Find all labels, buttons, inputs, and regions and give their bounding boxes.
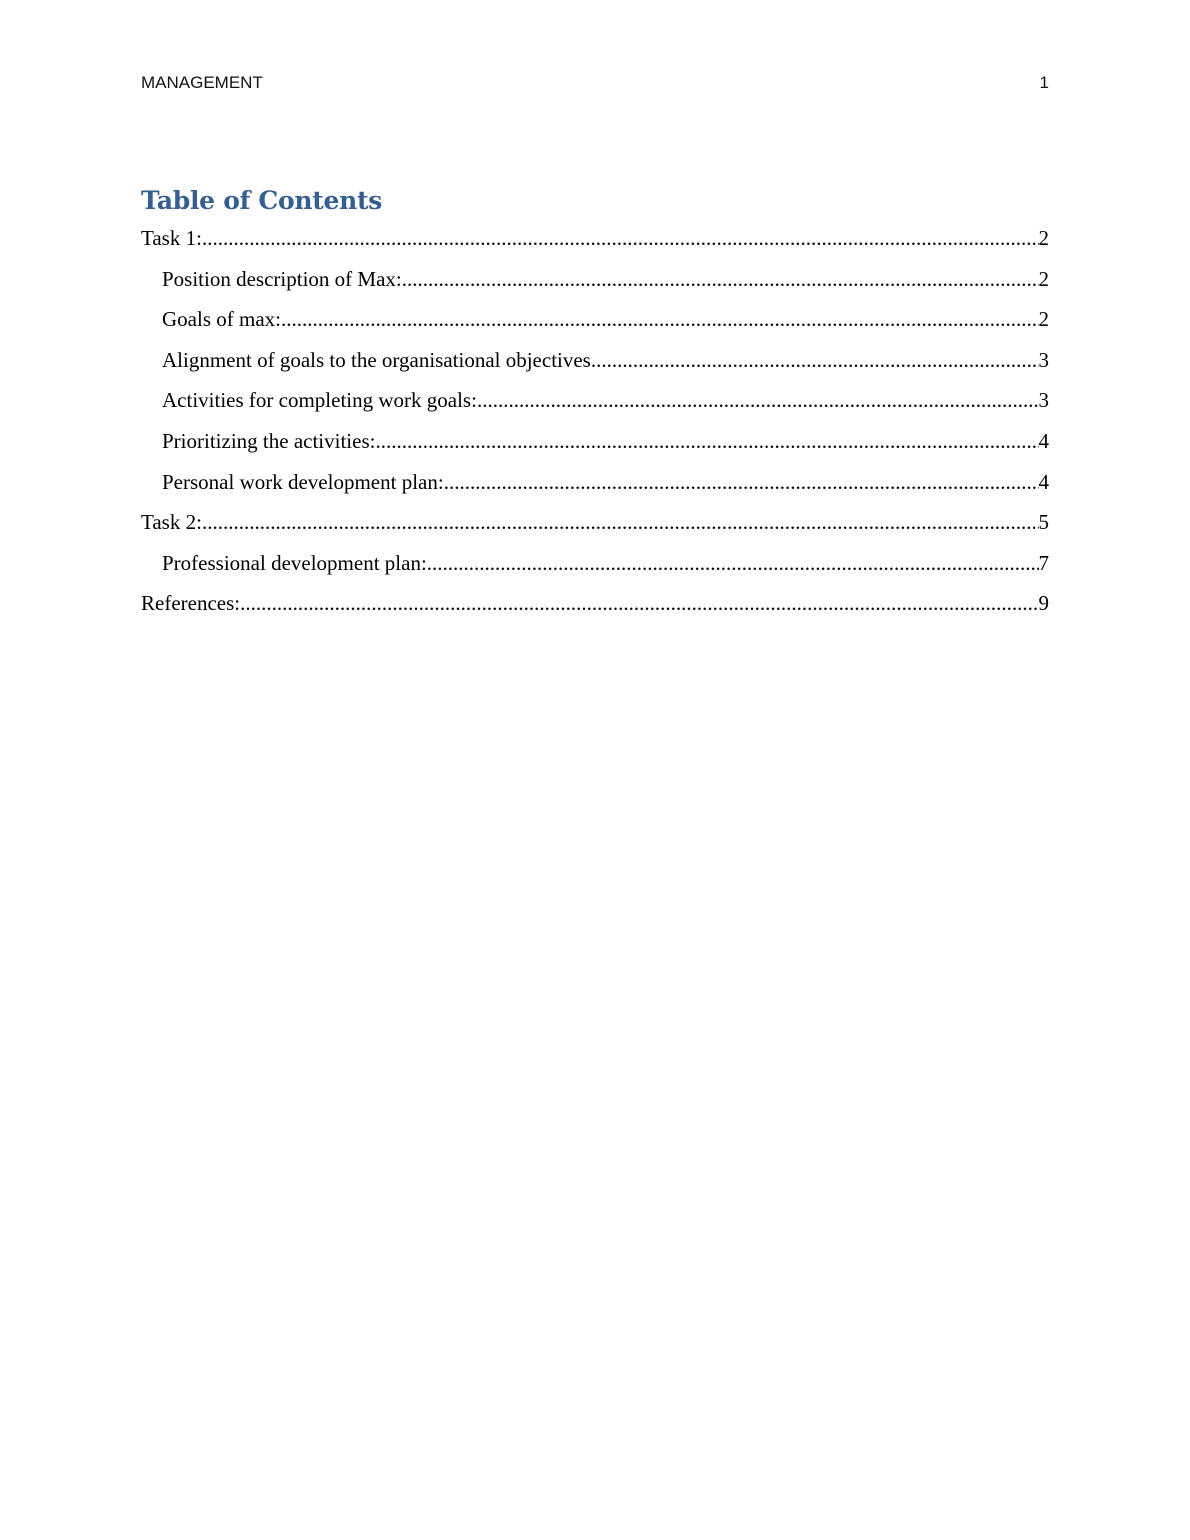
toc-entry-position-description[interactable]	[141, 265, 1049, 306]
toc-entry-page: 5	[1038, 510, 1049, 535]
toc-entry-page: 3	[1038, 347, 1049, 372]
toc-entry-task-2[interactable]	[141, 508, 1049, 549]
toc-entry-label: Prioritizing the activities:	[162, 428, 376, 453]
toc-entry-label: Professional development plan:	[162, 550, 427, 575]
toc-entry-label: Goals of max:	[162, 307, 281, 332]
running-head: MANAGEMENT	[141, 73, 263, 92]
page-number: 1	[1039, 73, 1049, 92]
toc-entry-prioritizing[interactable]	[141, 427, 1049, 468]
toc-entry-label: Alignment of goals to the organisational objectives	[162, 347, 591, 372]
toc-list	[141, 224, 1049, 630]
toc-entry-task-1[interactable]	[141, 224, 1049, 265]
toc-dot-leader	[444, 468, 1039, 496]
toc-entry-alignment-of-goals[interactable]	[141, 346, 1049, 387]
toc-dot-leader	[375, 427, 1038, 455]
toc-entry-label: References:	[141, 591, 241, 616]
toc-entry-label: Activities for completing work goals:	[162, 388, 477, 413]
toc-dot-leader	[591, 346, 1039, 374]
toc-entry-page: 4	[1038, 428, 1049, 453]
page-header	[141, 73, 1049, 95]
toc-entry-professional-plan[interactable]	[141, 549, 1049, 590]
toc-entry-references[interactable]	[141, 589, 1049, 630]
toc-entry-page: 9	[1038, 591, 1049, 616]
toc-entry-label: Personal work development plan:	[162, 469, 444, 494]
toc-entry-page: 7	[1038, 550, 1049, 575]
toc-dot-leader	[427, 549, 1039, 577]
toc-entry-page: 3	[1038, 388, 1049, 413]
toc-entry-personal-work-plan[interactable]	[141, 468, 1049, 509]
toc-dot-leader	[477, 386, 1039, 414]
toc-entry-page: 2	[1038, 226, 1049, 250]
toc-dot-leader	[202, 224, 1039, 252]
toc-entry-label: Task 2:	[141, 510, 202, 535]
toc-dot-leader	[202, 508, 1039, 536]
toc-entry-page: 2	[1038, 266, 1049, 291]
toc-dot-leader	[402, 265, 1039, 293]
toc-entry-activities[interactable]	[141, 386, 1049, 427]
toc-dot-leader	[240, 589, 1038, 617]
toc-entry-label: Task 1:	[141, 226, 202, 250]
toc-entry-label: Position description of Max:	[162, 266, 402, 291]
toc-entry-page: 2	[1038, 307, 1049, 332]
toc-dot-leader	[281, 305, 1039, 333]
toc-entry-page: 4	[1038, 469, 1049, 494]
toc-entry-goals[interactable]	[141, 305, 1049, 346]
toc-heading: Table of Contents	[141, 186, 383, 215]
